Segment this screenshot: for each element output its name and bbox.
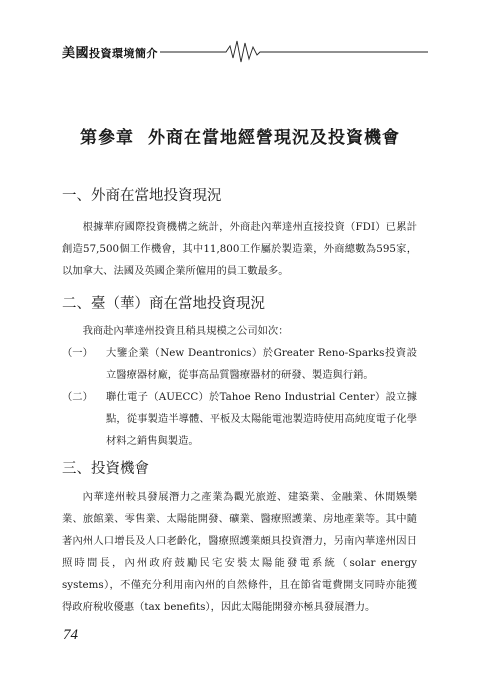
list-item-text: 大鑒企業（New Deantronics）於Greater Reno-Sparks投資設立醫療器材廠，從事高品質醫療器材的研發、製造與行銷。 bbox=[106, 347, 417, 381]
header-title-country: 美國 bbox=[62, 46, 90, 61]
running-header bbox=[62, 38, 432, 64]
chapter-title-text: 外商在當地經營現況及投資機會 bbox=[148, 128, 400, 148]
chapter-number: 第參章 bbox=[80, 128, 134, 148]
chapter-title bbox=[0, 123, 480, 148]
list-item-marker: （二） bbox=[62, 391, 93, 403]
section-3-paragraph: 內華達州較具發展潛力之產業為觀光旅遊、建築業、金融業、休閒娛樂業、旅館業、零售業、太陽能開發、礦業、醫療照護業、房地產業等。其中隨著內州人口增長及人口老齡化，醫療照護業頗具投資潛力，另南內華達州因日照時間長，內州政府鼓勵民宅安裝太陽能發電系統（solar energy systems），不僅充分利用南內州的自然條件，且在節省電費開支同時亦能獲得政府稅收優惠（tax benefits），因此太陽能開發亦極具發展潛力。 bbox=[62, 491, 417, 613]
section-heading-2: 二、臺（華）商在當地投資現況 bbox=[62, 296, 265, 312]
section-1-paragraph: 根據華府國際投資機構之統計，外商赴內華達州直接投資（FDI）已累計創造57,500個工作機會，其中11,800工作屬於製造業，外商總數為595家，以加拿大、法國及英國企業所僱用的員工數最多。 bbox=[62, 221, 417, 277]
list-item bbox=[62, 386, 417, 452]
header-title-subtitle: 投資環境簡介 bbox=[89, 47, 159, 60]
list-item-marker: （一） bbox=[62, 347, 93, 359]
list-item bbox=[62, 342, 417, 386]
section-heading-1: 一、外商在當地投資現況 bbox=[62, 188, 222, 204]
page-number: 74 bbox=[63, 627, 78, 643]
section-heading-3: 三、投資機會 bbox=[62, 461, 149, 477]
list-item-text: 聯仕電子（AUECC）於Tahoe Reno Industrial Center）設立據點，從事製造半導體、平板及太陽能電池製造時使用高純度電子化學材料之銷售與製造。 bbox=[106, 391, 417, 447]
section-2-intro: 我商赴內華達州投資且稍具規模之公司如次： bbox=[82, 325, 289, 337]
header-title bbox=[62, 42, 158, 61]
